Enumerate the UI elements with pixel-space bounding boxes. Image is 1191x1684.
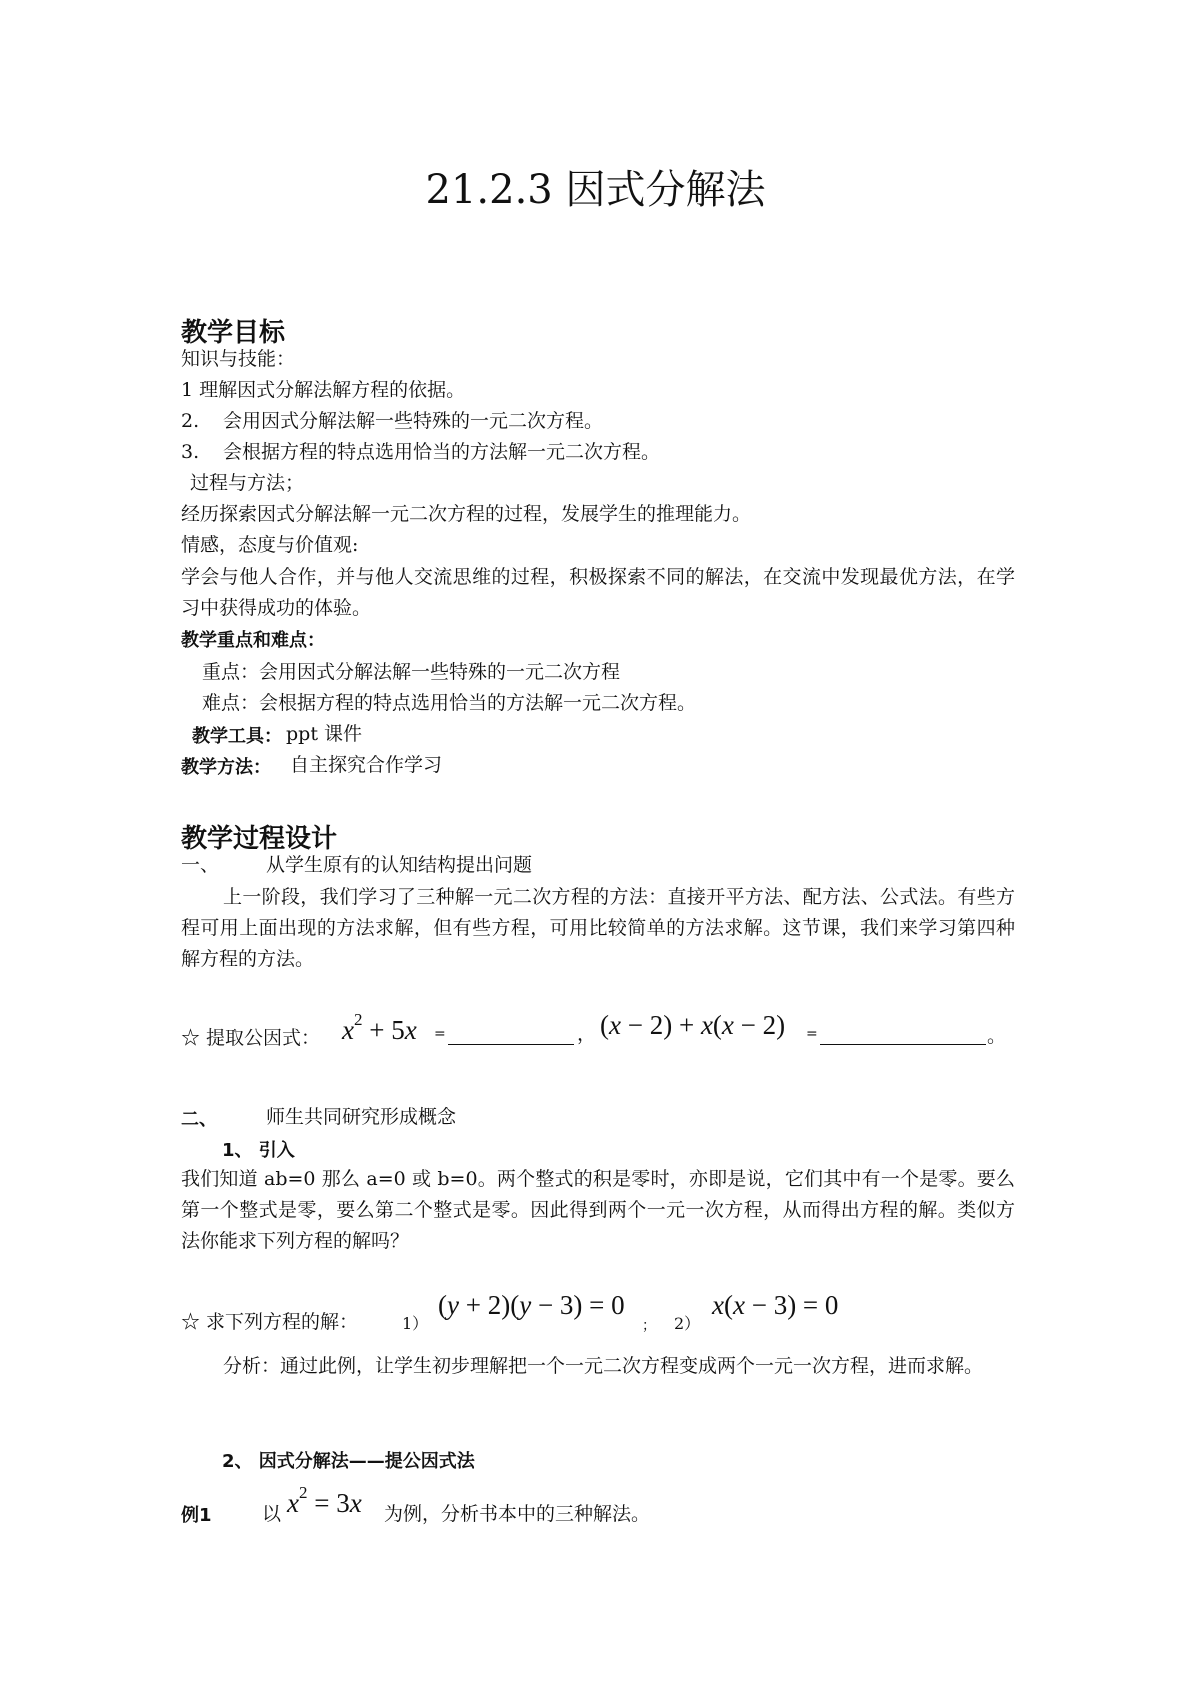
answer-blank-2 (820, 1022, 986, 1045)
eq1-equals: = (434, 1026, 446, 1042)
knowledge-item-3-num: 3. (181, 441, 200, 463)
tools-label: 教学工具： (192, 726, 282, 747)
semicolon: ； (642, 1318, 656, 1334)
knowledge-item-2: 会用因式分解法解一些特殊的一元二次方程。 (223, 410, 604, 432)
emotion-label: 情感，态度与价值观: (181, 534, 359, 556)
difficult-point: 难点：会根据方程的特点选用恰当的方法解一元二次方程。 (202, 692, 697, 714)
process-label: 过程与方法； (190, 472, 305, 494)
item-2-marker: 2） (674, 1314, 701, 1333)
equation-x-x-minus-3: x(x − 3) = 0 (712, 1290, 839, 1320)
process-text: 经历探索因式分解法解一元二次方程的过程，发展学生的推理能力。 (181, 503, 752, 525)
teaching-goals-heading: 教学目标 (181, 318, 286, 348)
expression-x2-plus-5x: $x^2 + 5x$ (342, 1010, 417, 1045)
section-2-title: 师生共同研究形成概念 (266, 1106, 457, 1128)
section-2-num: 二、 (181, 1109, 217, 1130)
star-extract-label: ☆ 提取公因式： (181, 1027, 321, 1049)
emotion-text: 学会与他人合作，并与他人交流思维的过程，积极探索不同的解法，在交流中发现最优方法，在学习中获得成功的体验。 (181, 566, 1015, 619)
example-1-suffix: 为例，分析书本中的三种解法。 (384, 1503, 651, 1525)
knowledge-item-1: 1 理解因式分解法解方程的依据。 (181, 379, 466, 401)
section-1-title: 从学生原有的认知结构提出问题 (266, 854, 533, 876)
star-solve-label: ☆ 求下列方程的解： (181, 1311, 359, 1333)
subsection-intro: 1、 引入 (222, 1140, 295, 1161)
period: 。 (987, 1025, 1007, 1047)
section-1-paragraph: 上一阶段，我们学习了三种解一元二次方程的方法：直接开平方法、配方法、公式法。有些方程可用上面出现的方法求解，但有些方程，可用比较简单的方法求解。这节课，我们来学习第四种解方程的方法。 (181, 886, 1015, 970)
section-1-num: 一、 (181, 854, 220, 876)
item-1-marker: 1） (402, 1314, 429, 1333)
knowledge-item-2-num: 2. (181, 410, 200, 432)
process-design-heading: 教学过程设计 (181, 824, 338, 854)
answer-blank-1 (448, 1022, 574, 1045)
intro-paragraph: 我们知道 ab=0 那么 a=0 或 b=0。两个整式的积是零时，亦即是说，它们其中有一个是零。要么第一个整式是零，要么第二个整式是零。因此得到两个一元一次方程，从而得出方程的解。类似方法你能求下列方程的解吗？ (181, 1168, 1015, 1252)
example-1-prefix: 以 (262, 1503, 282, 1525)
tools-value: ppt 课件 (286, 723, 363, 745)
equation-x2-equals-3x: $x^2 = 3x$ (287, 1483, 362, 1518)
method-value: 自主探究合作学习 (290, 754, 443, 776)
knowledge-label: 知识与技能： (181, 348, 296, 370)
comma: ， (577, 1023, 597, 1045)
analysis-paragraph: 分析：通过此例，让学生初步理解把一个一元二次方程变成两个一元一次方程，进而求解。 (223, 1355, 984, 1377)
example-1-label: 例1 (181, 1505, 212, 1526)
page-title: 21.2.3 因式分解法 (425, 167, 766, 213)
key-point: 重点：会用因式分解法解一些特殊的一元二次方程 (202, 661, 621, 683)
eq2-equals: = (806, 1026, 818, 1042)
key-difficult-heading: 教学重点和难点： (181, 630, 325, 651)
equation-y-plus-2-y-minus-3: (y + 2)(y − 3) = 0 (438, 1290, 625, 1320)
knowledge-item-3: 会根据方程的特点选用恰当的方法解一元二次方程。 (223, 441, 661, 463)
expression-x-minus-2-plus-x-x-minus-2: (x − 2) + x(x − 2) (600, 1010, 786, 1040)
method-label: 教学方法： (181, 757, 271, 778)
subsection-factor-method: 2、 因式分解法——提公因式法 (222, 1451, 475, 1472)
